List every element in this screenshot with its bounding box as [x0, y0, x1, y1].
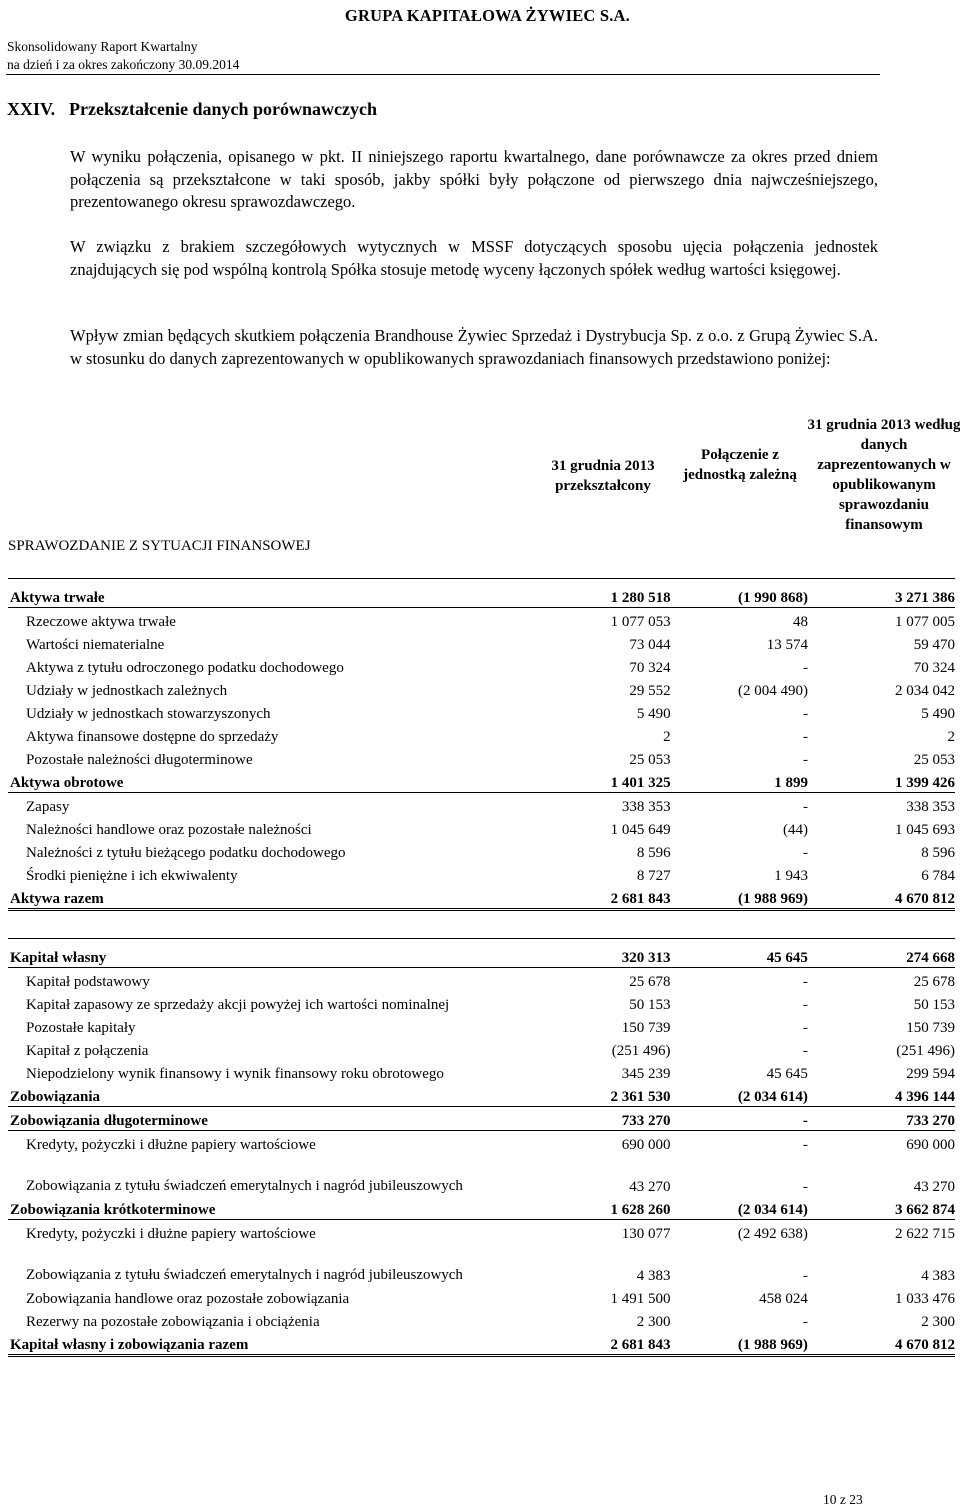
table-row — [8, 1220, 955, 1244]
value-merger: 48 — [792, 614, 808, 630]
value-merger: (2 004 490) — [737, 683, 808, 699]
value-restated: 1 401 325 — [570, 769, 670, 793]
value-merger: - — [802, 1314, 808, 1330]
page-number: 10 z 23 — [823, 1492, 863, 1507]
row-label: Niepodzielony wynik finansowy i wynik finansowy roku obrotowego — [26, 1066, 444, 1082]
value-merger: (1 988 969) — [670, 1331, 807, 1356]
value-restated: 1 077 053 — [610, 614, 671, 630]
table-row-total — [8, 1331, 955, 1356]
row-label: Aktywa trwałe — [8, 584, 570, 608]
value-restated: 1 628 260 — [570, 1196, 670, 1220]
value-merger: (44) — [782, 822, 808, 838]
value-merger: - — [802, 1268, 808, 1284]
row-label: Zobowiązania długoterminowe — [8, 1107, 570, 1131]
row-label: Należności z tytułu bieżącego podatku dochodowego — [26, 845, 346, 861]
paragraph-3: Wpływ zmian będących skutkiem połączenia Brandhouse Żywiec Sprzedaż i Dystrybucja Sp. z o.o. z Grupą Żywiec S.A. w stosunku do danych zaprezentowanych w opublikowanych sprawozdaniach finansowych przedstawiono poniżej: — [70, 326, 878, 368]
row-label: Kapitał własny i zobowiązania razem — [8, 1331, 570, 1356]
value-merger: 1 899 — [671, 769, 808, 793]
row-label: Aktywa z tytułu odroczonego podatku dochodowego — [26, 660, 344, 676]
row-label: Aktywa obrotowe — [8, 769, 570, 793]
value-published: 4 396 144 — [808, 1083, 955, 1107]
value-published: 1 033 476 — [895, 1291, 955, 1307]
value-restated: 2 — [663, 729, 671, 745]
row-label: Pozostałe należności długoterminowe — [26, 752, 253, 768]
table-row — [8, 862, 955, 885]
value-published: 2 034 042 — [895, 683, 955, 699]
table-row — [8, 968, 955, 992]
value-merger: - — [670, 1107, 807, 1131]
table-row — [8, 746, 955, 769]
row-label: Kapitał zapasowy ze sprzedaży akcji powyżej ich wartości nominalnej — [26, 997, 450, 1013]
row-label: Kapitał podstawowy — [26, 974, 150, 990]
liabilities-table — [8, 944, 955, 1357]
table-row — [8, 1243, 955, 1285]
value-merger: (2 034 614) — [670, 1196, 807, 1220]
value-published: (251 496) — [896, 1043, 955, 1059]
table-row — [8, 1037, 955, 1060]
row-label: Rezerwy na pozostałe zobowiązania i obciążenia — [26, 1314, 320, 1330]
row-label: Zobowiązania — [8, 1083, 570, 1107]
report-title: Skonsolidowany Raport Kwartalny — [7, 39, 198, 54]
table-row — [8, 1154, 955, 1196]
value-merger: - — [802, 799, 808, 815]
value-published: 2 300 — [921, 1314, 955, 1330]
value-published: 25 678 — [913, 974, 955, 990]
value-restated: 43 270 — [629, 1179, 671, 1195]
table-row — [8, 723, 955, 746]
value-restated: (251 496) — [611, 1043, 671, 1059]
value-restated: 320 313 — [570, 944, 670, 968]
value-merger: - — [802, 660, 808, 676]
table-row — [8, 793, 955, 817]
row-label: Kredyty, pożyczki i dłużne papiery wartościowe — [26, 1226, 316, 1242]
table-title: SPRAWOZDANIE Z SYTUACJI FINANSOWEJ — [8, 538, 311, 554]
value-restated: 50 153 — [629, 997, 671, 1013]
value-merger: 1 943 — [774, 868, 808, 884]
value-published: 2 — [947, 729, 955, 745]
table-row-total — [8, 1107, 955, 1131]
column-header-merger: Połączenie z jednostką zależną — [683, 447, 797, 483]
value-restated: 1 045 649 — [610, 822, 671, 838]
value-restated: 338 353 — [621, 799, 671, 815]
row-label: Zobowiązania krótkoterminowe — [8, 1196, 570, 1220]
row-label: Pozostałe kapitały — [26, 1020, 136, 1036]
value-merger: 45 645 — [670, 944, 807, 968]
row-label: Kredyty, pożyczki i dłużne papiery wartościowe — [26, 1137, 316, 1153]
table-row — [8, 677, 955, 700]
value-published: 3 662 874 — [808, 1196, 955, 1220]
value-published: 1 399 426 — [808, 769, 955, 793]
value-restated: 2 361 530 — [570, 1083, 670, 1107]
value-published: 1 045 693 — [895, 822, 955, 838]
value-merger: - — [802, 974, 808, 990]
header-divider — [6, 74, 880, 75]
value-merger: (1 988 969) — [671, 885, 808, 910]
table-top-rule — [8, 578, 955, 579]
value-published: 4 670 812 — [808, 885, 955, 910]
table-row — [8, 1060, 955, 1083]
paragraph-2: W związku z brakiem szczegółowych wytycznych w MSSF dotyczących sposobu ujęcia połączenia jednostek znajdujących się pod wspólną kontrolą Spółka stosuje metodę wyceny łączonych spółek według wartości księgowej. — [70, 237, 878, 279]
row-label: Kapitał własny — [8, 944, 570, 968]
column-header-restated: 31 grudnia 2013 przekształcony — [551, 458, 655, 494]
value-published: 59 470 — [913, 637, 955, 653]
report-info — [7, 38, 239, 74]
value-merger: - — [802, 752, 808, 768]
value-published: 1 077 005 — [895, 614, 955, 630]
table-row-total — [8, 769, 955, 793]
value-published: 43 270 — [913, 1179, 955, 1195]
value-merger: - — [802, 1179, 808, 1195]
value-restated: 73 044 — [629, 637, 671, 653]
table-row — [8, 1285, 955, 1308]
company-name: GRUPA KAPITAŁOWA ŻYWIEC S.A. — [344, 6, 630, 25]
value-published: 150 739 — [906, 1020, 955, 1036]
table-row-total — [8, 1083, 955, 1107]
value-restated: 2 300 — [636, 1314, 671, 1330]
value-merger: - — [802, 706, 808, 722]
value-merger: (2 034 614) — [670, 1083, 807, 1107]
value-published: 5 490 — [921, 706, 955, 722]
row-label: Zobowiązania z tytułu świadczeń emerytalnych i nagród jubileuszowych — [26, 1267, 463, 1283]
value-published: 299 594 — [906, 1066, 955, 1082]
table-row — [8, 1308, 955, 1331]
value-restated: 733 270 — [570, 1107, 670, 1131]
value-merger: - — [802, 997, 808, 1013]
table-row — [8, 816, 955, 839]
section-number: XXIV. — [7, 99, 56, 119]
row-label: Wartości niematerialne — [26, 637, 165, 653]
row-label: Zapasy — [26, 799, 70, 815]
value-restated: 2 681 843 — [570, 885, 670, 910]
row-label: Aktywa razem — [8, 885, 570, 910]
table-row — [8, 608, 955, 632]
table-row — [8, 631, 955, 654]
value-published: 338 353 — [906, 799, 955, 815]
value-merger: (1 990 868) — [671, 584, 808, 608]
row-label: Zobowiązania z tytułu świadczeń emerytalnych i nagród jubileuszowych — [26, 1178, 463, 1194]
table-row-total — [8, 1196, 955, 1220]
value-restated: 2 681 843 — [570, 1331, 670, 1356]
value-published: 274 668 — [808, 944, 955, 968]
table-row-total — [8, 584, 955, 608]
value-merger: - — [802, 1043, 808, 1059]
row-label: Rzeczowe aktywa trwałe — [26, 614, 176, 630]
value-merger: 13 574 — [766, 637, 808, 653]
report-period: na dzień i za okres zakończony 30.09.2014 — [7, 57, 240, 72]
table-row-total — [8, 944, 955, 968]
value-restated: 8 727 — [636, 868, 671, 884]
value-merger: - — [802, 729, 808, 745]
value-restated: 25 053 — [629, 752, 671, 768]
table-row — [8, 654, 955, 677]
value-published: 50 153 — [913, 997, 955, 1013]
row-label: Udziały w jednostkach stowarzyszonych — [26, 706, 271, 722]
row-label: Należności handlowe oraz pozostałe należności — [26, 822, 312, 838]
value-published: 8 596 — [921, 845, 955, 861]
row-label: Zobowiązania handlowe oraz pozostałe zobowiązania — [26, 1291, 350, 1307]
value-published: 25 053 — [913, 752, 955, 768]
value-merger: - — [802, 845, 808, 861]
value-published: 6 784 — [921, 868, 955, 884]
paragraph-1: W wyniku połączenia, opisanego w pkt. II niniejszego raportu kwartalnego, dane porównawcze za okres przed dniem połączenia są przekształcone w taki sposób, jakby spółki były połączone od pierwszego dnia najwcześniejszego, prezentowanego okresu sprawozdawczego. — [70, 147, 878, 211]
section-heading — [7, 99, 377, 120]
value-restated: 29 552 — [629, 683, 671, 699]
value-restated: 1 491 500 — [610, 1291, 671, 1307]
value-published: 2 622 715 — [895, 1226, 955, 1242]
table-row — [8, 1131, 955, 1155]
row-label: Aktywa finansowe dostępne do sprzedaży — [26, 729, 279, 745]
value-merger: 45 645 — [766, 1066, 808, 1082]
assets-table — [8, 584, 955, 911]
value-restated: 150 739 — [621, 1020, 671, 1036]
value-restated: 130 077 — [621, 1226, 671, 1242]
value-restated: 8 596 — [636, 845, 671, 861]
value-restated: 690 000 — [621, 1137, 671, 1153]
table-row — [8, 839, 955, 862]
value-restated: 25 678 — [629, 974, 671, 990]
row-label: Kapitał z połączenia — [26, 1043, 149, 1059]
value-restated: 345 239 — [621, 1066, 671, 1082]
value-published: 733 270 — [808, 1107, 955, 1131]
table-row — [8, 991, 955, 1014]
value-published: 690 000 — [906, 1137, 955, 1153]
value-published: 4 670 812 — [808, 1331, 955, 1356]
column-header-published: 31 grudnia 2013 według danych zaprezentowanych w opublikowanym sprawozdaniu finansowym — [807, 417, 960, 533]
value-merger: (2 492 638) — [737, 1226, 808, 1242]
section-divider — [8, 938, 955, 939]
value-merger: - — [802, 1137, 808, 1153]
table-row — [8, 1014, 955, 1037]
row-label: Udziały w jednostkach zależnych — [26, 683, 228, 699]
value-merger: - — [802, 1020, 808, 1036]
value-restated: 70 324 — [629, 660, 671, 676]
value-merger: 458 024 — [759, 1291, 808, 1307]
value-restated: 5 490 — [636, 706, 671, 722]
value-restated: 4 383 — [636, 1268, 671, 1284]
value-restated: 1 280 518 — [570, 584, 670, 608]
section-title: Przekształcenie danych porównawczych — [69, 99, 377, 119]
value-published: 70 324 — [913, 660, 955, 676]
table-row-total — [8, 885, 955, 910]
value-published: 4 383 — [921, 1268, 955, 1284]
table-row — [8, 700, 955, 723]
value-published: 3 271 386 — [808, 584, 955, 608]
row-label: Środki pieniężne i ich ekwiwalenty — [26, 868, 238, 884]
